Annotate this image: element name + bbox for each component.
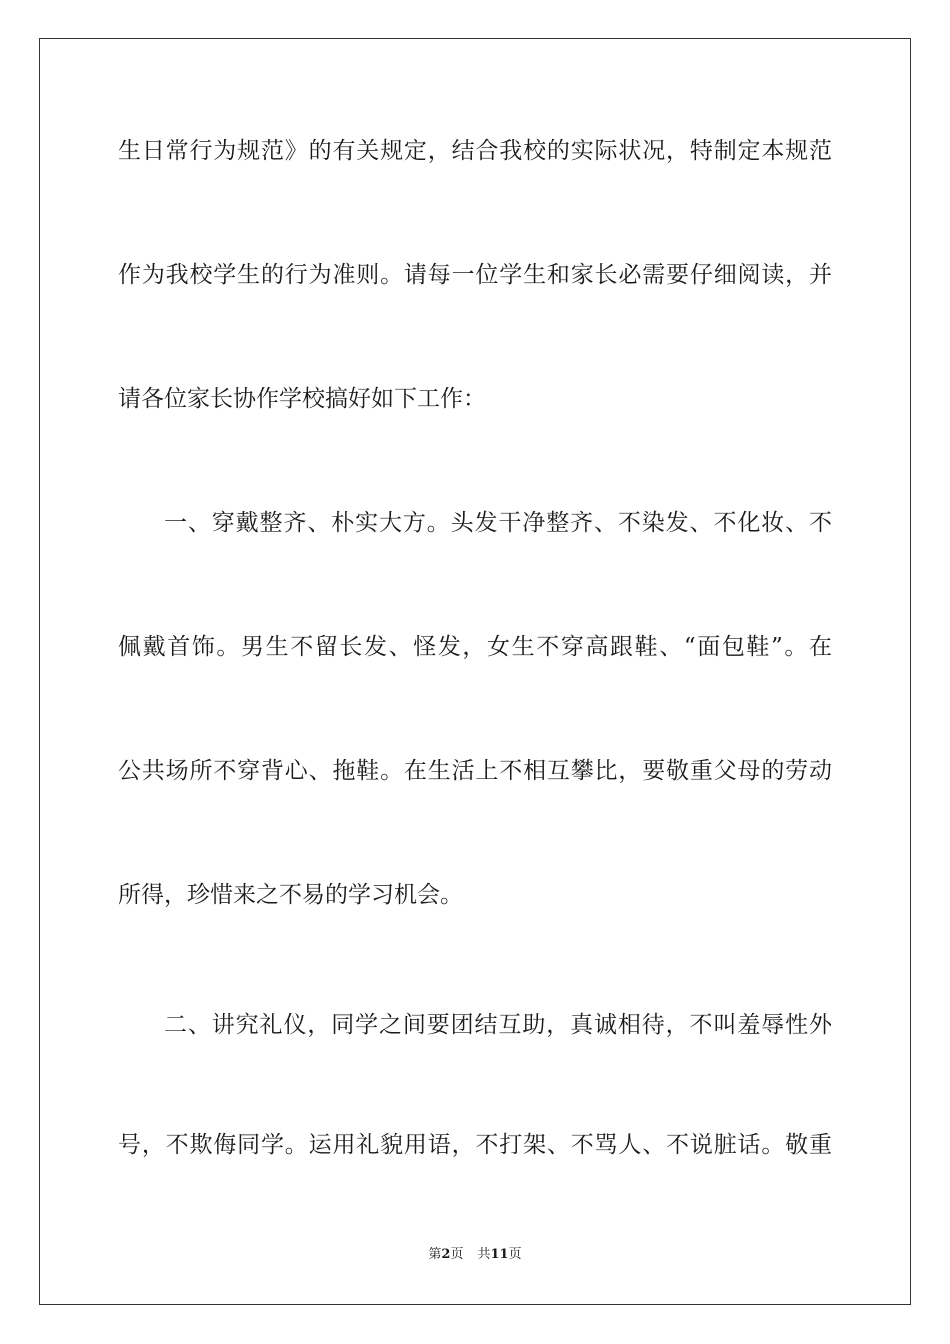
footer-total-suffix: 页	[508, 1247, 522, 1262]
body-text-line: 佩戴首饰。男生不留长发、怪发，女生不穿高跟鞋、“面包鞋”。在	[118, 634, 832, 660]
footer-page-prefix: 第	[428, 1247, 442, 1262]
body-text-line: 作为我校学生的行为准则。请每一位学生和家长必需要仔细阅读，并	[118, 262, 832, 288]
body-text-line: 公共场所不穿背心、拖鞋。在生活上不相互攀比，要敬重父母的劳动	[118, 758, 832, 784]
page-footer	[0, 1246, 950, 1264]
body-text-line: 请各位家长协作学校搞好如下工作：	[118, 386, 486, 412]
body-text-line: 所得，珍惜来之不易的学习机会。	[118, 882, 463, 908]
page-border	[39, 38, 911, 1305]
footer-total-number: 11	[490, 1247, 509, 1262]
footer-page-suffix: 页	[450, 1247, 464, 1262]
body-text-line: 一、穿戴整齐、朴实大方。头发干净整齐、不染发、不化妆、不	[164, 510, 832, 536]
body-text-line: 二、讲究礼仪，同学之间要团结互助，真诚相待，不叫羞辱性外	[164, 1012, 832, 1038]
body-text-line: 号，不欺侮同学。运用礼貌用语，不打架、不骂人、不说脏话。敬重	[118, 1132, 832, 1158]
body-text-line: 生日常行为规范》的有关规定，结合我校的实际状况，特制定本规范	[118, 138, 832, 164]
footer-page-number: 2	[441, 1247, 451, 1262]
footer-total-prefix: 共	[477, 1247, 491, 1262]
